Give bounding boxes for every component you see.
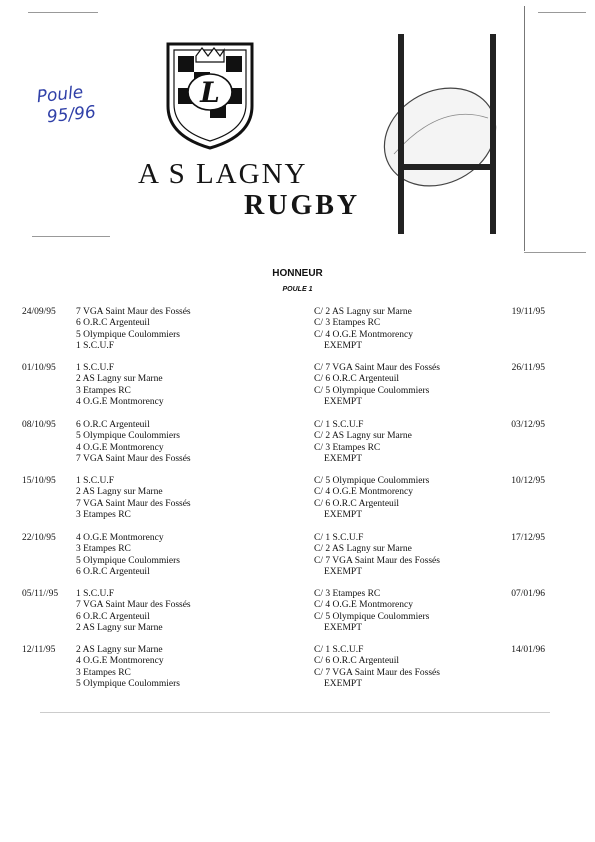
team-line: 1 S.C.U.F [76,589,115,599]
team-line: 1 S.C.U.F [76,476,115,486]
opponent-line: C/ 5 Olympique Coulommiers [314,385,430,396]
first-leg-teams [76,420,306,465]
team-line: 4 O.G.E Montmorency [76,656,164,667]
opponent-line: C/ 7 VGA Saint Maur des Fossés [314,363,440,373]
fixture-round-7 [0,645,595,693]
team-line: 3 Etampes RC [76,667,131,678]
opponent-line: C/ 7 VGA Saint Maur des Fossés [314,667,440,678]
handwritten-season-note [36,77,140,135]
fixture-round-2 [0,363,595,411]
opponent-line: C/ 4 O.G.E Montmorency [314,600,413,611]
round-date-return: 17/12/95 [511,533,545,543]
round-date-first: 22/10/95 [22,533,56,543]
team-line: 3 Etampes RC [76,544,131,555]
first-leg-teams [76,476,306,521]
opponent-line: C/ 3 Etampes RC [314,442,381,453]
return-leg-opponents [314,533,504,578]
first-leg-teams [76,645,306,690]
first-leg-teams [76,533,306,578]
handwritten-line-2: 95/96 [45,102,97,128]
team-line: 5 Olympique Coulommiers [76,329,180,340]
club-crest-logo [160,36,260,151]
scan-line-mid-right [524,252,586,253]
scan-line-top-right [538,12,586,13]
opponent-line: C/ 2 AS Lagny sur Marne [314,431,412,442]
opponent-line: C/ 1 S.C.U.F [314,645,364,655]
first-leg-teams [76,363,306,408]
team-line: 6 O.R.C Argenteuil [76,318,150,329]
team-line: 5 Olympique Coulommiers [76,431,180,442]
return-leg-opponents [314,363,504,408]
fixture-round-4 [0,476,595,524]
round-date-return: 07/01/96 [511,589,545,599]
exempt-label: EXEMPT [324,453,362,464]
team-line: 6 O.R.C Argenteuil [76,566,150,577]
team-line: 7 VGA Saint Maur des Fossés [76,453,191,464]
round-date-first: 05/11//95 [22,589,59,599]
fixture-round-3 [0,420,595,468]
rugby-posts-illustration [380,32,510,242]
team-line: 1 S.C.U.F [76,363,115,373]
first-leg-teams [76,589,306,634]
opponent-line: C/ 1 S.C.U.F [314,533,364,543]
opponent-line: C/ 4 O.G.E Montmorency [314,329,413,340]
division-heading: HONNEUR [272,268,323,279]
opponent-line: C/ 6 O.R.C Argenteuil [314,374,400,385]
handwritten-line-1: Poule [35,82,85,108]
exempt-label: EXEMPT [324,509,362,520]
opponent-line: C/ 3 Etampes RC [314,318,381,329]
exempt-label: EXEMPT [324,566,362,577]
round-date-first: 12/11/95 [22,645,56,655]
team-line: 7 VGA Saint Maur des Fossés [76,307,191,317]
team-line: 3 Etampes RC [76,385,131,396]
club-name: A S LAGNY [138,158,308,190]
return-leg-opponents [314,645,504,690]
team-line: 5 Olympique Coulommiers [76,555,180,566]
team-line: 4 O.G.E Montmorency [76,533,164,543]
opponent-line: C/ 1 S.C.U.F [314,420,364,430]
pool-subheading: POULE 1 [282,286,313,293]
opponent-line: C/ 7 VGA Saint Maur des Fossés [314,555,440,566]
opponent-line: C/ 3 Etampes RC [314,589,381,599]
team-line: 5 Olympique Coulommiers [76,678,180,689]
round-date-first: 15/10/95 [22,476,56,486]
scan-line-top-left [28,12,98,13]
return-leg-opponents [314,476,504,521]
opponent-line: C/ 6 O.R.C Argenteuil [314,498,400,509]
round-date-return: 03/12/95 [511,420,545,430]
exempt-label: EXEMPT [324,678,362,689]
opponent-line: C/ 2 AS Lagny sur Marne [314,307,412,317]
team-line: 6 O.R.C Argenteuil [76,611,150,622]
team-line: 2 AS Lagny sur Marne [76,374,163,385]
fixture-round-6 [0,589,595,637]
opponent-line: C/ 2 AS Lagny sur Marne [314,544,412,555]
round-date-return: 19/11/95 [511,307,545,317]
round-date-return: 14/01/96 [511,645,545,655]
return-leg-opponents [314,307,504,352]
team-line: 7 VGA Saint Maur des Fossés [76,498,191,509]
team-line: 1 S.C.U.F [76,340,115,351]
crest-monogram: L [200,76,220,109]
round-date-first: 24/09/95 [22,307,56,317]
exempt-label: EXEMPT [324,622,362,633]
team-line: 4 O.G.E Montmorency [76,442,164,453]
team-line: 2 AS Lagny sur Marne [76,622,163,633]
opponent-line: C/ 6 O.R.C Argenteuil [314,656,400,667]
team-line: 4 O.G.E Montmorency [76,396,164,407]
exempt-label: EXEMPT [324,396,362,407]
team-line: 6 O.R.C Argenteuil [76,420,150,430]
round-date-first: 01/10/95 [22,363,56,373]
return-leg-opponents [314,589,504,634]
round-date-return: 10/12/95 [511,476,545,486]
opponent-line: C/ 5 Olympique Coulommiers [314,611,430,622]
page-edge-line [524,6,525,251]
round-date-first: 08/10/95 [22,420,56,430]
team-line: 2 AS Lagny sur Marne [76,487,163,498]
exempt-label: EXEMPT [324,340,362,351]
team-line: 2 AS Lagny sur Marne [76,645,163,655]
team-line: 7 VGA Saint Maur des Fossés [76,600,191,611]
team-line: 3 Etampes RC [76,509,131,520]
fixture-round-1 [0,307,595,355]
opponent-line: C/ 4 O.G.E Montmorency [314,487,413,498]
first-leg-teams [76,307,306,352]
round-date-return: 26/11/95 [511,363,545,373]
scan-line-mid-left [32,236,110,237]
return-leg-opponents [314,420,504,465]
scan-line-bottom [40,712,550,713]
fixture-round-5 [0,533,595,581]
opponent-line: C/ 5 Olympique Coulommiers [314,476,430,486]
sport-name: RUGBY [244,190,361,221]
